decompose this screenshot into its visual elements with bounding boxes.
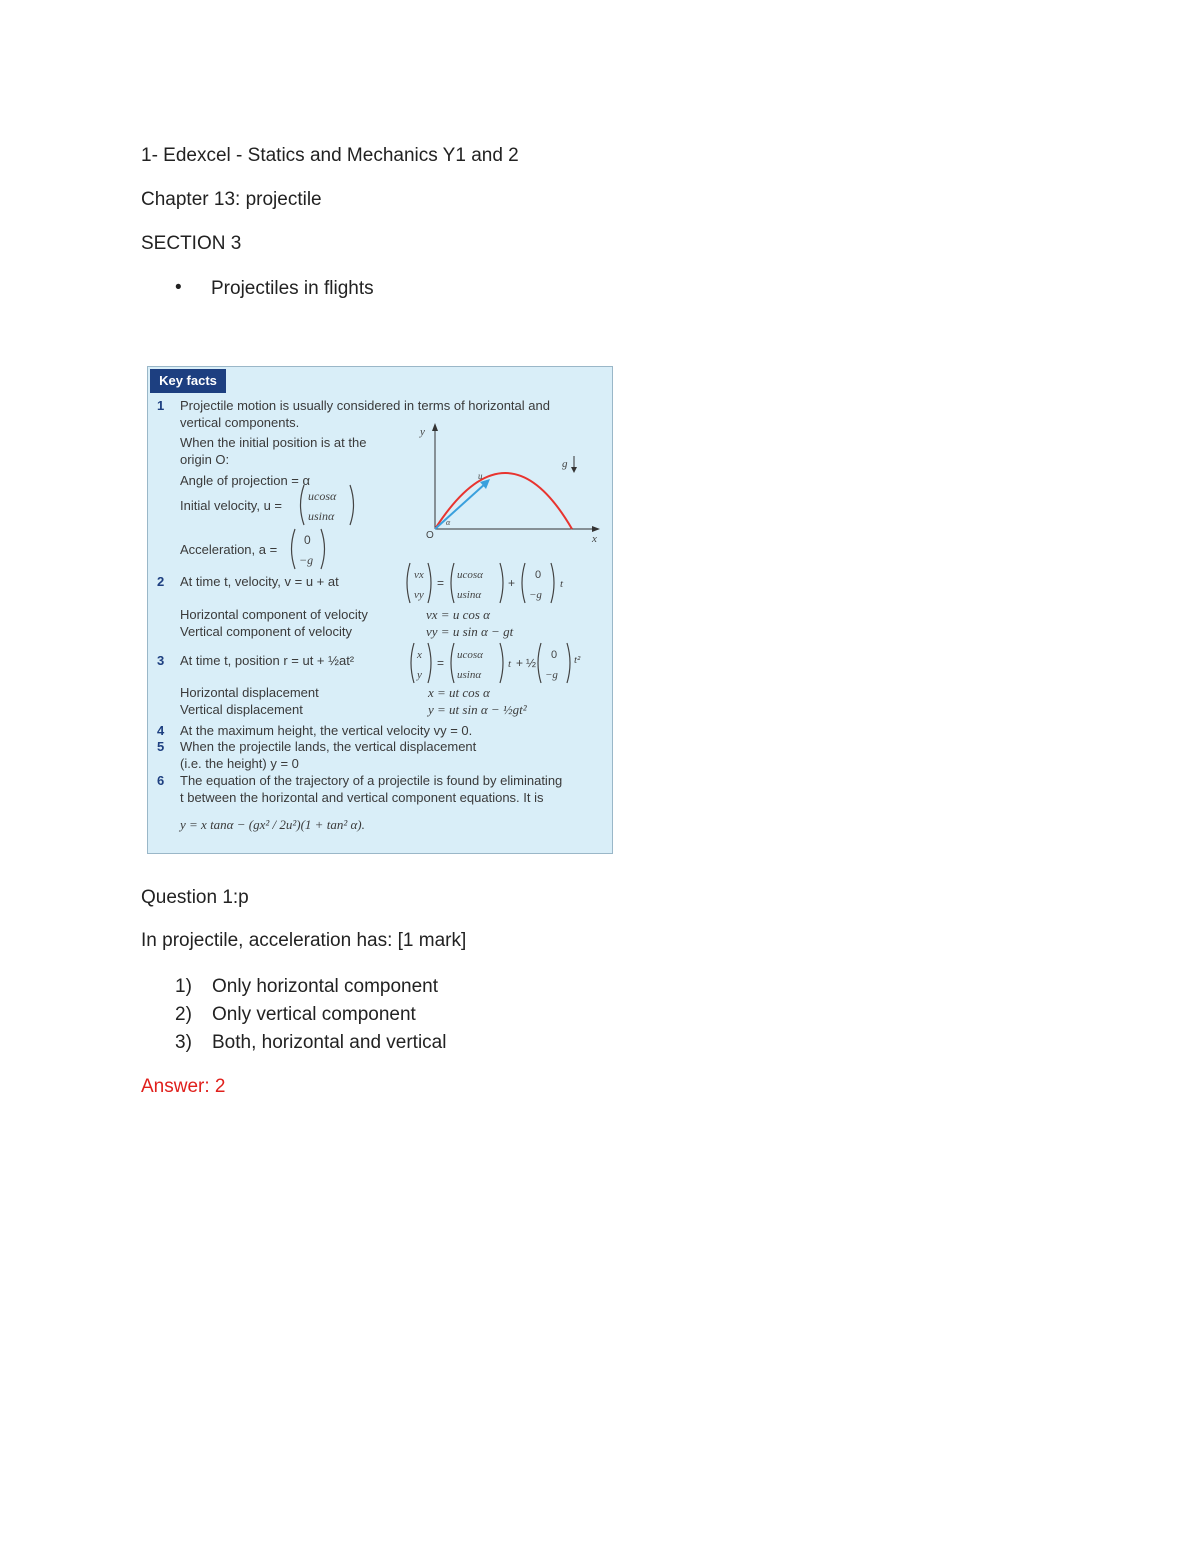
zero-text: 0 — [551, 649, 558, 661]
fact-5-line-2: (i.e. the height) y = 0 — [180, 756, 299, 771]
fact-number: 5 — [157, 739, 165, 754]
fact-1-line-2: vertical components. — [180, 415, 300, 430]
velocity-arrow — [435, 483, 486, 529]
usin-text: usinα — [308, 509, 335, 523]
horizontal-displacement-label: Horizontal displacement — [180, 685, 319, 700]
angle-of-projection: Angle of projection = α — [180, 473, 311, 488]
chapter-heading: Chapter 13: projectile — [141, 189, 322, 210]
option-number: 1) — [175, 976, 192, 997]
usin-text: usinα — [457, 669, 482, 681]
key-facts-panel — [147, 366, 613, 854]
trajectory-curve — [435, 473, 572, 529]
doc-title: 1- Edexcel - Statics and Mechanics Y1 and 2 — [141, 145, 519, 166]
acceleration-vector — [288, 527, 328, 571]
key-facts-header: Key facts — [150, 369, 226, 393]
svg-text:+: + — [508, 576, 516, 590]
y-axis-label: y — [420, 426, 425, 438]
ucos-text: ucosα — [457, 649, 483, 661]
origin-label: O — [426, 530, 434, 541]
option-text: Only horizontal component — [212, 976, 439, 997]
fact-1-line-4: origin O: — [180, 452, 230, 467]
t-squared-text: t² — [574, 654, 581, 666]
option-text: Only vertical component — [212, 1004, 416, 1025]
option-text: Both, horizontal and vertical — [212, 1032, 447, 1053]
fact-3-text: At time t, position r = ut + ½at² — [180, 653, 355, 668]
svg-text:=: = — [437, 656, 445, 670]
fact-1-line-3: When the initial position is at the — [180, 435, 367, 450]
acceleration-label: Acceleration, a = — [180, 542, 278, 557]
usin-text: usinα — [457, 589, 482, 601]
vx-text: vx — [414, 569, 424, 581]
option-number: 3) — [175, 1032, 192, 1053]
fact-4-text: At the maximum height, the vertical velocity vy = 0. — [180, 723, 473, 738]
fact-number: 2 — [157, 574, 165, 589]
vy-text: vy — [414, 589, 424, 601]
fact-1-line-1: Projectile motion is usually considered in terms of horizontal and — [180, 398, 550, 413]
u-label: u — [478, 471, 483, 481]
minus-g-text: −g — [299, 553, 314, 567]
x-equation: x = ut cos α — [428, 685, 490, 700]
half-text: ½ — [526, 656, 537, 670]
section-heading: SECTION 3 — [141, 233, 242, 254]
minus-g-text: −g — [545, 669, 558, 681]
question-text: In projectile, acceleration has: [1 mark] — [141, 930, 467, 951]
trajectory-equation: y = x tanα − (gx² / 2u²)(1 + tan² α). — [180, 817, 365, 832]
t-text: t — [560, 578, 564, 590]
option-number: 2) — [175, 1004, 192, 1025]
y-equation: y = ut sin α − ½gt² — [428, 702, 527, 717]
x-axis-label: x — [592, 533, 597, 545]
vertical-displacement-label: Vertical displacement — [180, 702, 303, 717]
fact-2-text: At time t, velocity, v = u + at — [180, 574, 339, 589]
svg-text:=: = — [437, 576, 445, 590]
answer-text: Answer: 2 — [141, 1076, 226, 1097]
fact-6-line-1: The equation of the trajectory of a projectile is found by eliminating — [180, 773, 563, 788]
initial-velocity-vector — [296, 483, 358, 527]
svg-text:+: + — [516, 656, 524, 670]
question-label: Question 1:p — [141, 887, 249, 908]
fact-number: 3 — [157, 653, 165, 668]
bullet-marker: • — [175, 277, 182, 298]
t-text: t — [508, 658, 512, 670]
zero-text: 0 — [304, 533, 311, 547]
fact-number: 4 — [157, 723, 165, 738]
bullet-item: Projectiles in flights — [211, 278, 374, 299]
fact-6-line-2: t between the horizontal and vertical component equations. It is — [180, 790, 544, 805]
vertical-velocity-label: Vertical component of velocity — [180, 624, 352, 639]
alpha-label: α — [446, 518, 451, 527]
horizontal-velocity-label: Horizontal component of velocity — [180, 607, 368, 622]
ucos-text: ucosα — [308, 489, 337, 503]
y-text: y — [417, 669, 422, 681]
g-label: g — [562, 458, 568, 470]
ucos-text: ucosα — [457, 569, 483, 581]
fact-5-line-1: When the projectile lands, the vertical displacement — [180, 739, 477, 754]
vy-equation: vy = u sin α − gt — [426, 624, 514, 639]
fact-number: 1 — [157, 398, 165, 413]
position-vector-equation — [408, 641, 608, 687]
zero-text: 0 — [535, 569, 542, 581]
vx-equation: vx = u cos α — [426, 607, 490, 622]
fact-number: 6 — [157, 773, 165, 788]
trajectory-graph — [412, 417, 607, 547]
x-text: x — [417, 649, 422, 661]
minus-g-text: −g — [529, 589, 542, 601]
velocity-vector-equation — [404, 561, 604, 607]
initial-velocity-label: Initial velocity, u = — [180, 498, 283, 513]
